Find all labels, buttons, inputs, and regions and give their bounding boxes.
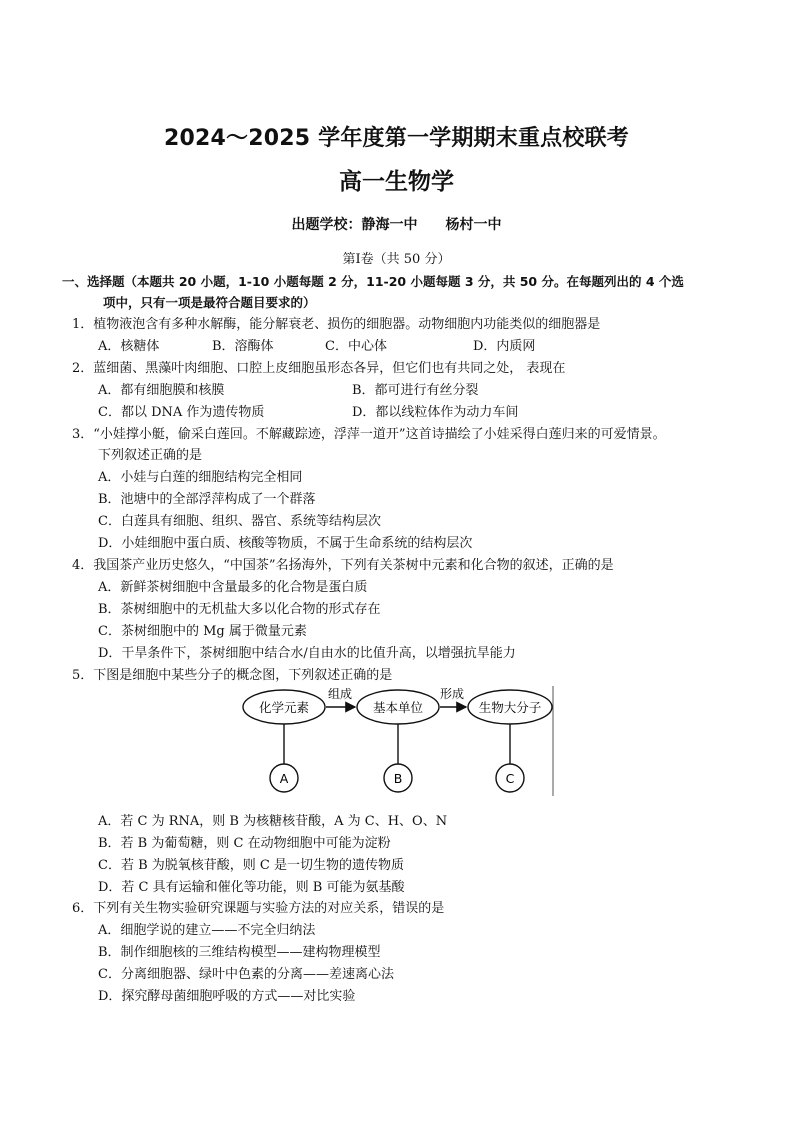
q1-option-c: C．中心体 [325, 339, 387, 354]
q3-option-d: D．小娃细胞中蛋白质、核酸等物质，不属于生命系统的结构层次 [98, 536, 473, 551]
section-instruction-line2: 项中，只有一项是最符合题目要求的） [103, 295, 316, 310]
q6-option-d: D．探究酵母菌细胞呼吸的方式——对比实验 [98, 989, 356, 1004]
exam-title: 2024～2025 学年度第一学期期末重点校联考 [164, 126, 629, 151]
q1-option-d: D．内质网 [473, 339, 536, 354]
q5-stem: 5．下图是细胞中某些分子的概念图，下列叙述正确的是 [72, 668, 393, 683]
q4-stem: 4．我国茶产业历史悠久，“中国茶”名扬海外，下列有关茶树中元素和化合物的叙述，正确的是 [72, 558, 614, 573]
q3-stem-continued: 下列叙述正确的是 [98, 448, 203, 463]
q5-option-c: C．若 B 为脱氧核苷酸，则 C 是一切生物的遗传物质 [98, 858, 404, 873]
q5-option-d: D．若 C 具有运输和催化等功能，则 B 可能为氨基酸 [98, 880, 405, 895]
q3-option-b: B．池塘中的全部浮萍构成了一个群落 [98, 492, 316, 507]
school-line [0, 214, 793, 234]
arrow-form-label: 形成 [439, 687, 465, 701]
node-chemical-elements-label: 化学元素 [258, 700, 310, 715]
school-2: 杨村一中 [445, 217, 502, 233]
q6-option-b: B．制作细胞核的三维结构模型——建构物理模型 [98, 945, 381, 960]
q1-stem: 1．植物液泡含有多种水解酶，能分解衰老、损伤的细胞器。动物细胞内功能类似的细胞器是 [72, 317, 601, 332]
circle-a-label: A [279, 771, 289, 786]
q2-option-a: A．都有细胞膜和核膜 [98, 383, 225, 398]
subject-title: 高一生物学 [339, 169, 454, 195]
school-label: 出题学校：静海一中 [291, 217, 418, 233]
q6-stem: 6．下列有关生物实验研究课题与实验方法的对应关系，错误的是 [72, 901, 445, 916]
section-instruction-line1: 一、选择题（本题共 20 小题，1-10 小题每题 2 分，11-20 小题每题 3 分，共 50 分。在每题列出的 4 个选 [62, 274, 684, 289]
q1-option-b: B．溶酶体 [212, 339, 274, 354]
concept-diagram [238, 684, 558, 800]
q2-options-row1 [0, 382, 793, 400]
q4-option-d: D．干旱条件下，茶树细胞中结合水/自由水的比值升高，以增强抗旱能力 [98, 646, 516, 661]
circle-b-label: B [393, 771, 403, 786]
q6-option-c: C．分离细胞器、绿叶中色素的分离——差速离心法 [98, 967, 394, 982]
q3-stem: 3．“小娃撑小艇，偷采白莲回。不解藏踪迹，浮萍一道开”这首诗描绘了小娃采得白莲归来的可爱情景。 [72, 427, 666, 442]
q3-option-c: C．白莲具有细胞、组织、器官、系统等结构层次 [98, 514, 381, 529]
q4-option-a: A．新鲜茶树细胞中含量最多的化合物是蛋白质 [98, 580, 368, 595]
q3-option-a: A．小娃与白莲的细胞结构完全相同 [98, 470, 303, 485]
q5-option-a: A．若 C 为 RNA，则 B 为核糖核苷酸，A 为 C、H、O、N [98, 814, 448, 829]
q1-option-a: A．核糖体 [98, 339, 160, 354]
volume-heading: 第Ⅰ卷（共 50 分） [342, 252, 451, 267]
q2-options-row2 [0, 404, 793, 422]
q6-option-a: A．细胞学说的建立——不完全归纳法 [98, 923, 316, 938]
q4-option-c: C．茶树细胞中的 Mg 属于微量元素 [98, 624, 307, 639]
circle-c-label: C [505, 771, 515, 786]
q2-option-c: C．都以 DNA 作为遗传物质 [98, 405, 265, 420]
q1-options [0, 338, 793, 356]
node-macromolecule-label: 生物大分子 [478, 700, 542, 715]
q2-option-d: D．都以线粒体作为动力车间 [352, 405, 519, 420]
q2-option-b: B．都可进行有丝分裂 [352, 383, 479, 398]
q4-option-b: B．茶树细胞中的无机盐大多以化合物的形式存在 [98, 602, 381, 617]
node-basic-unit-label: 基本单位 [372, 700, 424, 715]
q5-option-b: B．若 B 为葡萄糖，则 C 在动物细胞中可能为淀粉 [98, 836, 391, 851]
arrow-compose-label: 组成 [327, 687, 353, 701]
q2-stem: 2．蓝细菌、黑藻叶肉细胞、口腔上皮细胞虽形态各异，但它们也有共同之处， 表现在 [72, 361, 566, 376]
